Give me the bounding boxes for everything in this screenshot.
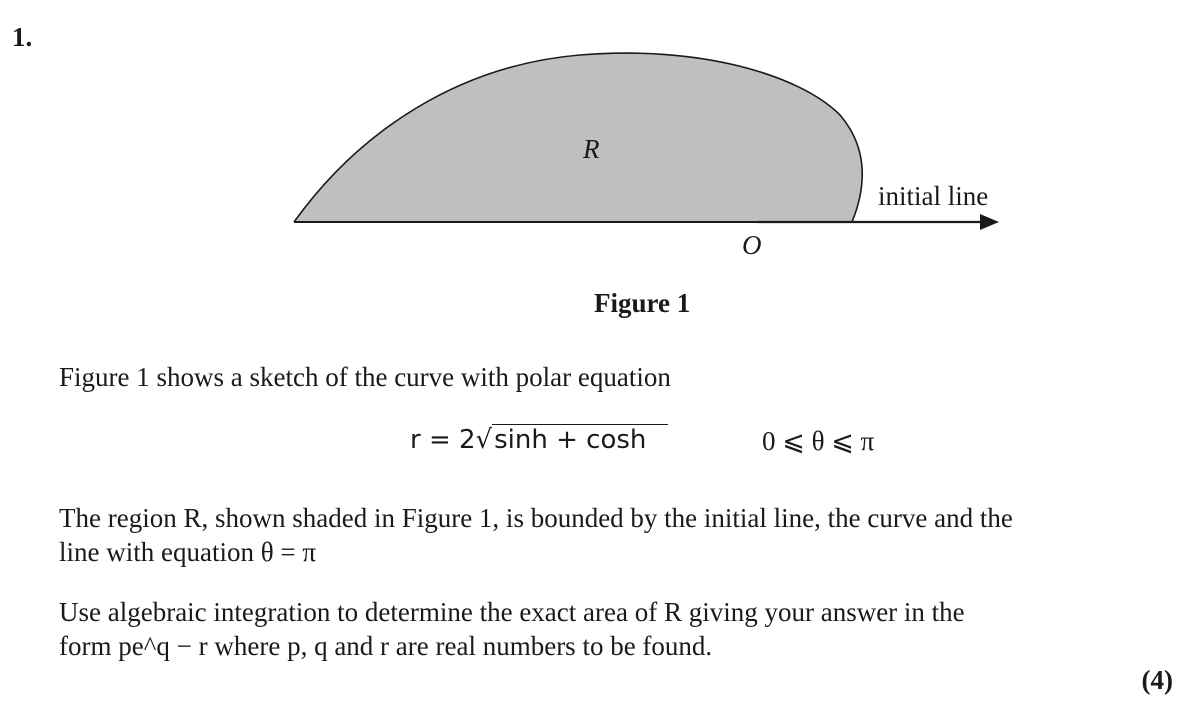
region-line-1: The region R, shown shaded in Figure 1, is bounded by the initial line, the curve and the xyxy=(59,503,1013,533)
question-number: 1. xyxy=(12,22,33,52)
task-line-1: Use algebraic integration to determine the exact area of R giving your answer in the xyxy=(59,597,965,627)
arrowhead-icon xyxy=(980,214,999,230)
intro-text: Figure 1 shows a sketch of the curve with polar equation xyxy=(59,362,671,392)
region-line-2: line with equation θ = π xyxy=(59,537,317,567)
initial-line-label: initial line xyxy=(878,181,989,211)
region-description xyxy=(59,501,1013,569)
figure-caption: Figure 1 xyxy=(594,288,691,318)
task-description xyxy=(59,595,965,663)
theta-range: 0 ⩽ θ ⩽ π xyxy=(762,426,875,456)
polar-equation xyxy=(410,424,668,455)
task-line-2: form pe^q − r where p, q and r are real numbers to be found. xyxy=(59,631,713,661)
sqrt-sign: √ xyxy=(475,425,493,455)
marks-label: (4) xyxy=(1141,665,1173,695)
region-label: R xyxy=(583,134,600,164)
origin-label: O xyxy=(742,230,762,260)
equation-radicand: sinh + cosh xyxy=(492,424,668,455)
equation-lhs: r = 2 xyxy=(410,425,476,455)
